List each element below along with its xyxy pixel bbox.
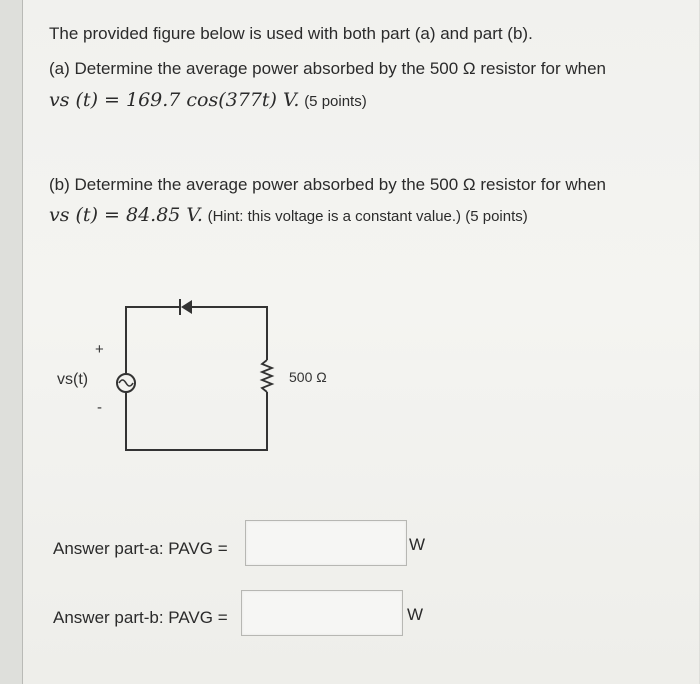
answer-a-unit: W [409, 535, 426, 554]
ac-source-icon [117, 374, 135, 392]
part-b-hint: (Hint: this voltage is a constant value.) (5 points) [207, 208, 528, 225]
worksheet-page [22, 0, 699, 684]
answer-a-input[interactable] [245, 520, 407, 566]
source-minus-sign: - [97, 399, 102, 416]
diode-icon [180, 299, 192, 315]
resistor-label: 500 Ω [289, 369, 327, 385]
part-a-equation: vs (t) = 169.7 cos(377t) V. [49, 89, 300, 111]
answer-b-label: Answer part-b: PAVG = [53, 608, 228, 627]
part-a-points: (5 points) [304, 93, 367, 110]
part-b-equation: vs (t) = 84.85 V. [49, 204, 203, 226]
answer-b-input[interactable] [241, 590, 403, 636]
circuit-diagram [23, 280, 443, 470]
part-b-question: (b) Determine the average power absorbed by the 500 Ω resistor for when [49, 175, 606, 194]
part-b-equation-line [49, 204, 528, 228]
resistor-icon [262, 360, 272, 392]
wire-bottom [126, 391, 267, 450]
source-plus-sign: + [95, 341, 104, 358]
wire-top-right [192, 307, 267, 360]
source-label: vs(t) [57, 371, 89, 388]
part-a-question: (a) Determine the average power absorbed by the 500 Ω resistor for when [49, 59, 606, 78]
part-a-equation-line [49, 89, 367, 113]
answer-b-unit: W [407, 605, 424, 624]
answer-a-label: Answer part-a: PAVG = [53, 539, 228, 558]
intro-text: The provided figure below is used with both part (a) and part (b). [49, 24, 533, 43]
wire-left-top [126, 307, 181, 375]
